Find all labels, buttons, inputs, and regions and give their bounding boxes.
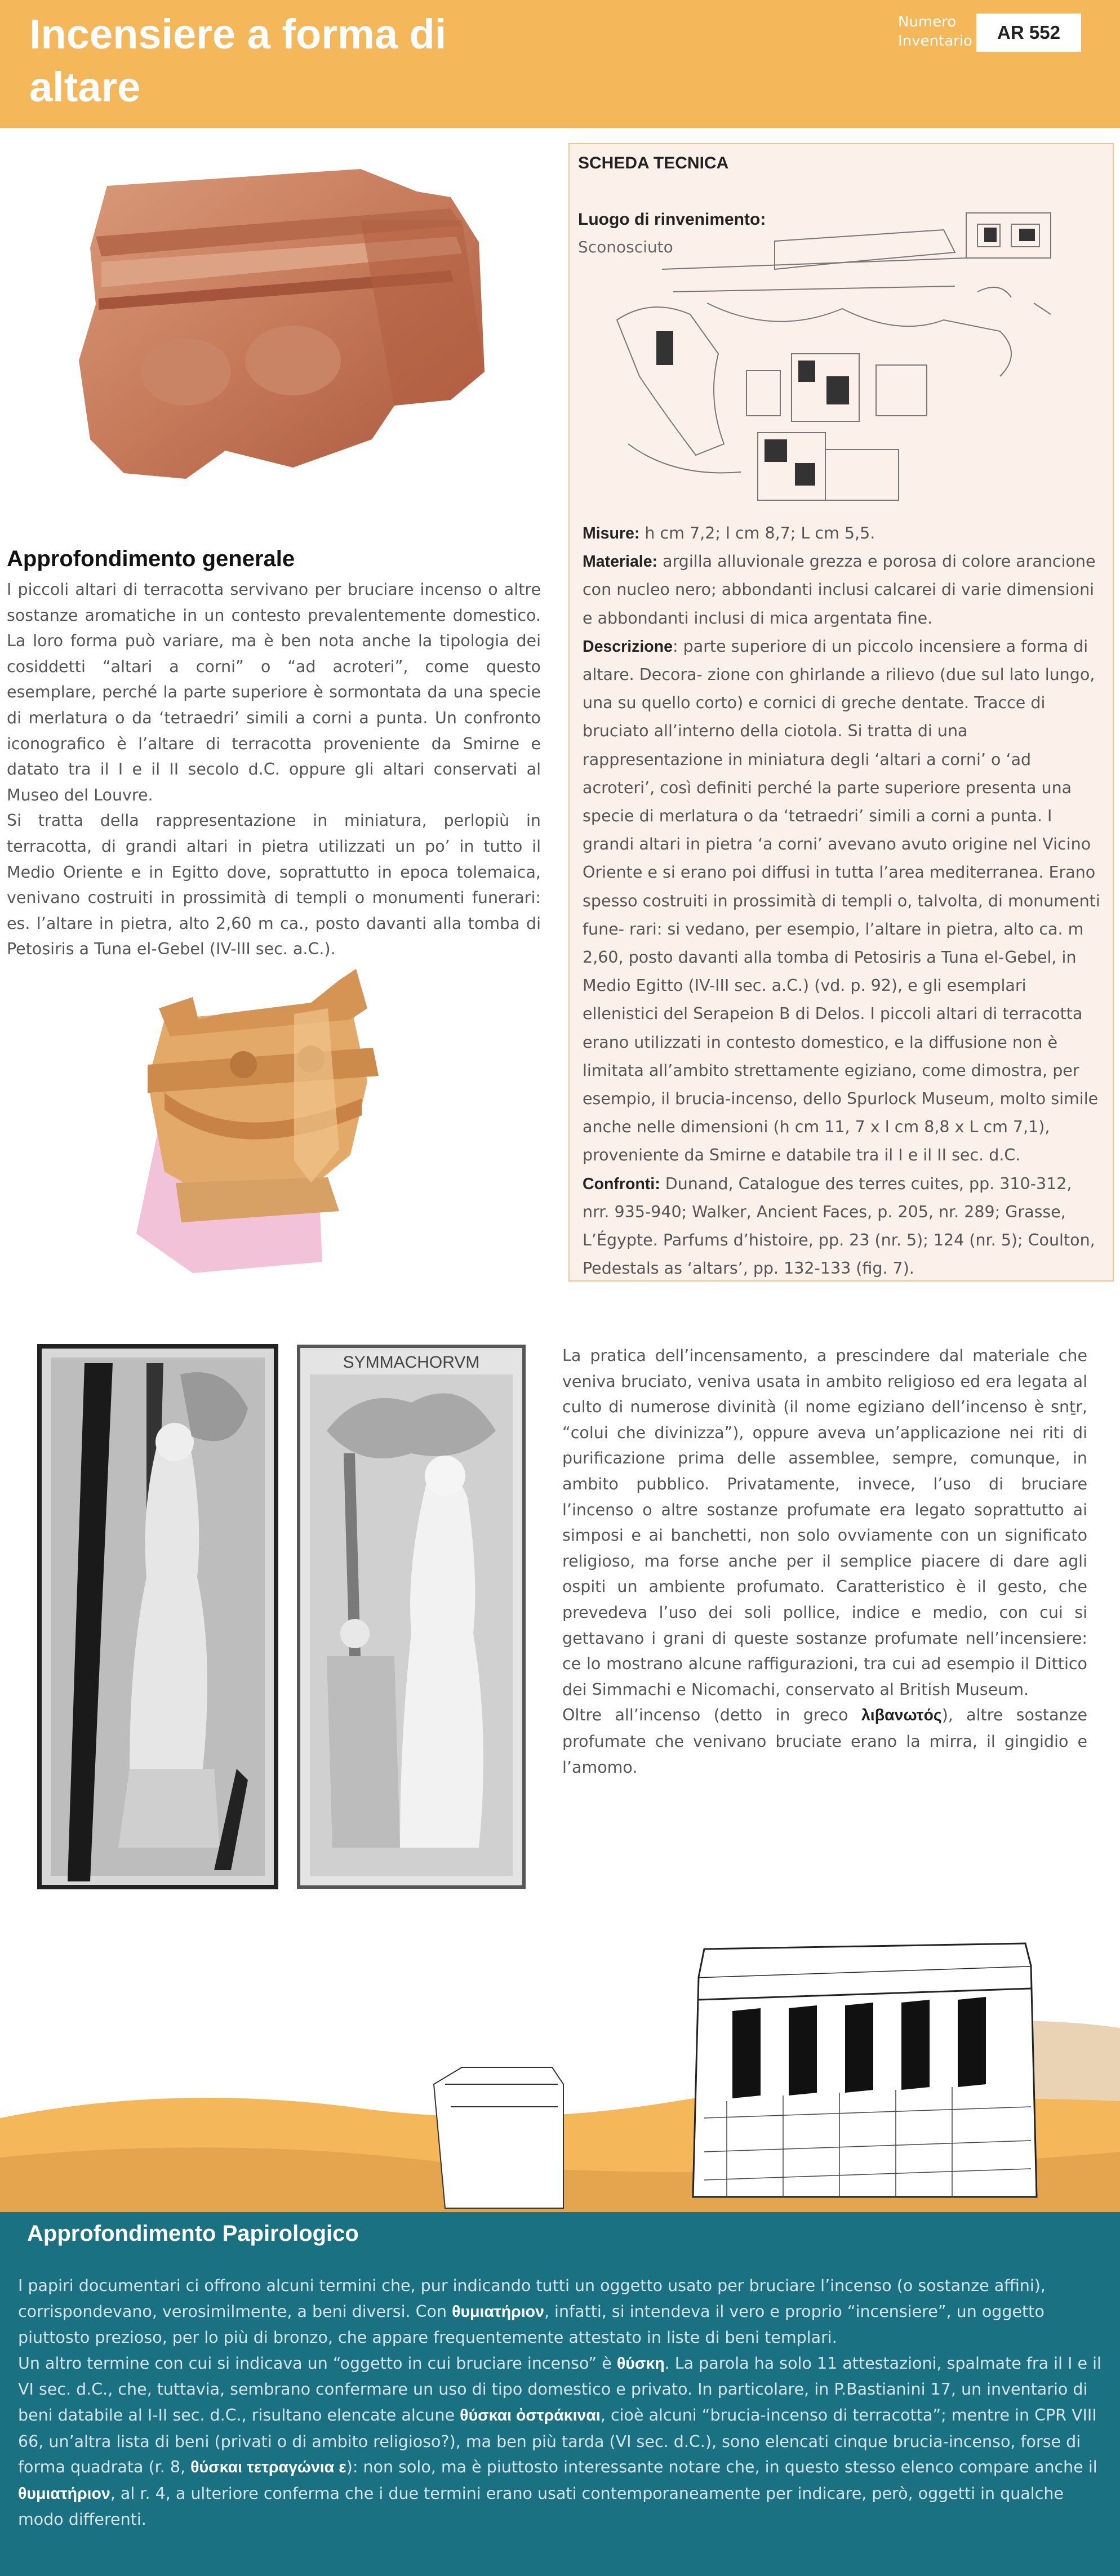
incense-practice-text xyxy=(562,1343,1087,1780)
page-title: Incensiere a forma di altare xyxy=(29,11,447,110)
greek-term: θυμιατήριον xyxy=(452,2302,544,2321)
practice-paragraph-1: La pratica dell’incensamento, a prescindere dal materiale che veniva bruciato, veniva usata in ambito religioso ed era legata al culto di numerose divinità (il nome egiziano dell’incenso è snṯr, “colui che divinizza”), oppure aveva un’applicazione nei riti di purificazione prima delle assemblee, sempre, comunque, in ambito pubblico. Privatamente, invece, l’uso di bruciare l’incenso o altre sostanze profumate era legato soprattutto ai simposi e ai banchetti, non solo ovviamente con un significato religioso, ma forse anche per il semplice piacere di dare agli ospiti un ambiente profumato. Caratteristico è il gesto, che prevedeva l’uso dei soli pollice, indice e medio, con cui si gettavano i grani di queste sostanze profumate nell’incensiere: ce lo mostrano alcune raffigurazioni, tra cui ad esempio il Dittico dei Simmachi e Nicomachi, conservato al British Museum. xyxy=(562,1346,1087,1699)
greek-term: θύσκαι τετραγώνια ε xyxy=(190,2458,346,2477)
incense-burner-fragment-photo xyxy=(56,135,507,496)
practice-text-b: ), altre sostanze profumate che venivano bruciate erano la mirra, il gingidio e l’amomo. xyxy=(562,1706,1087,1777)
practice-text-a: Oltre all’incenso (detto in greco xyxy=(562,1706,861,1725)
technical-sheet-text xyxy=(583,519,1101,1283)
diptych-right-panel xyxy=(293,1341,530,1893)
papyrology-text: ): non solo, ma è piuttosto interessante notare che, in questo stesso elenco compare anche il xyxy=(346,2458,1097,2477)
measures-label: Misure: xyxy=(583,524,640,542)
desert-temple-illustration xyxy=(0,1915,1120,2219)
comparisons-label: Confronti: xyxy=(583,1174,660,1193)
technical-sheet-title: SCHEDA TECNICA xyxy=(578,154,729,172)
find-place-label: Luogo di rinvenimento: xyxy=(578,210,766,229)
diptych-left-panel xyxy=(34,1341,282,1893)
description-entry xyxy=(583,633,1101,1170)
inventory-number: AR 552 xyxy=(976,14,1081,52)
papyrology-text: , cioè alcuni “brucia-incenso di terracotta”; mentre in CPR VIII 66, un’altra lista di beni (privati o di ambito religioso?), ma ben più tarda (VI sec. d.C.), sono elencati cinque brucia-incenso, forse di forma quadrata (r. 8, xyxy=(18,2405,1097,2477)
papyrology-section-text xyxy=(18,2273,1102,2533)
inventory-label: Numero Inventario xyxy=(898,14,972,50)
papyrology-paragraph-1 xyxy=(18,2273,1102,2351)
greek-term: θύσκη xyxy=(616,2354,665,2373)
measures-entry xyxy=(583,519,1101,548)
papyrology-text: . La parola ha solo 11 attestazioni, spalmate fra il I e il VI sec. d.C., che, tuttavia, sembrano confermare un uso di tipo domestico e privato. In particolare, in P.Bastianini 17, un inventario di beni databile al I-II sec. d.C., risultano elencate alcune xyxy=(18,2353,1101,2424)
description-value: : parte superiore di un piccolo incensiere a forma di altare. Decora- zione con ghirlande a rilievo (due sul lato lungo, una su quello corto) e cornici di greche dentate. Tracce di bruciato all’interno della ciotola. Si tratta di una rappresentazione in miniatura degli ‘altari a corni’ o ‘ad acroteri’, così definiti perché la parte superiore presenta una specie di merlatura o da ‘tetraedri’ simili a corni a punta. I grandi altari in pietra ‘a corni’ avevano avuto origine nel Vicino Oriente e si erano poi diffusi in tutta l’area mediterranea. Erano spesso costruiti in prossimità di templi o, talvolta, di monumenti fune- rari: si vedano, per esempio, l’altare in pietra, alto ca. m 2,60, posto davanti alla tomba di Petosiris a Tuna el-Gebel, in Medio Egitto (IV-III sec. a.C.) (vd. p. 92), e gli esemplari ellenistici del Serapeion B di Delos. I piccoli altari di terracotta erano utilizzati in contesto domestico, e la diffusione non è limitata all’ambito strettamente egiziano, come dimostra, per esempio, il brucia-incenso, dello Spurlock Museum, molto simile anche nelle dimensioni (h cm 11, 7 x l cm 8,8 x L cm 7,1), proveniente da Smirne e databile tra il I e il II sec. d.C. xyxy=(583,637,1100,1165)
general-paragraph-2: Si tratta della rappresentazione in miniatura, perlopiù in terracotta, di grandi altari in pietra utilizzati un po’ in tutto il Medio Oriente e in Egitto dove, soprattutto in epoca tolemaica, venivano costruiti in prossimità di templi o monumenti funerari: es. l’altare in pietra, alto 2,60 m ca., posto davanti alla tomba di Petosiris a Tuna el-Gebel (IV-III sec. a.C.). xyxy=(7,811,541,959)
material-entry xyxy=(583,548,1101,633)
material-label: Materiale: xyxy=(583,553,658,571)
papyrology-text: I papiri documentari ci offrono alcuni termini che, pur indicando tutti un oggetto usato per bruciare l’incenso (o sostanze affini), corrispondevano, verosimilmente, a beni diversi. Con xyxy=(18,2276,1046,2321)
measures-value: h cm 7,2; l cm 8,7; L cm 5,5. xyxy=(639,524,875,542)
papyrology-text: , al r. 4, a ulteriore conferma che i due termini erano usati contemporaneamente per indicare, però, oggetti in qualche modo differenti. xyxy=(18,2484,1064,2529)
practice-paragraph-2 xyxy=(562,1702,1087,1780)
papyrology-paragraph-2 xyxy=(18,2351,1102,2533)
greek-term: θύσκαι ὀστράκιναι xyxy=(460,2406,601,2424)
description-label: Descrizione xyxy=(583,637,673,656)
greek-term-libanotos: λιβανωτός xyxy=(861,1706,942,1725)
terracotta-altar-photo xyxy=(125,969,384,1307)
material-value: argilla alluvionale grezza e porosa di colore arancione con nucleo nero; abbondanti inclusi calcarei di varie dimensioni e abbondanti inclusi di mica argentata fine. xyxy=(583,552,1096,628)
general-section-title: Approfondimento generale xyxy=(7,546,295,571)
papyrology-section-title: Approfondimento Papirologico xyxy=(27,2221,359,2246)
comparisons-entry xyxy=(583,1170,1101,1283)
papyrology-text: , infatti, si intendeva il vero e proprio “incensiere”, un oggetto piuttosto prezioso, per lo più di bronzo, che appare frequentemente attestato in liste di beni templari. xyxy=(18,2302,1045,2347)
site-map-drawing xyxy=(606,207,1079,511)
comparisons-value: Dunand, Catalogue des terres cuites, pp. 310-312, nrr. 935-940; Walker, Ancient Faces, p. 205, nr. 289; Grasse, L’Égypte. Parfums d’histoire, pp. 23 (nr. 5); 124 (nr. 5); Coulton, Pedestals as ‘altars’, pp. 132-133 (fig. 7). xyxy=(583,1174,1095,1278)
general-paragraph-1: I piccoli altari di terracotta servivano per bruciare incenso o altre sostanze aromatiche in un contesto prevalentemente domestico. La loro forma può variare, ma è ben nota anche la tipologia dei cosiddetti “altari a corni” o “ad acroteri”, come questo esemplare, perché la parte superiore è sormontata da una specie di merlatura o da ‘tetraedri’ simili a corni a punta. Un confronto iconografico è l’altare di terracotta proveniente da Smirne e datato tra il I e il II secolo d.C. oppure gli altari conservati al Museo del Louvre. xyxy=(7,580,541,804)
diptych-inscription: SYMMACHORVM xyxy=(343,1353,480,1372)
find-place-value: Sconosciuto xyxy=(578,238,673,256)
greek-term: θυμιατήριον xyxy=(18,2484,110,2503)
general-section-text xyxy=(7,577,541,962)
papyrology-text: Un altro termine con cui si indicava un “oggetto in cui bruciare incenso” è xyxy=(18,2353,617,2373)
